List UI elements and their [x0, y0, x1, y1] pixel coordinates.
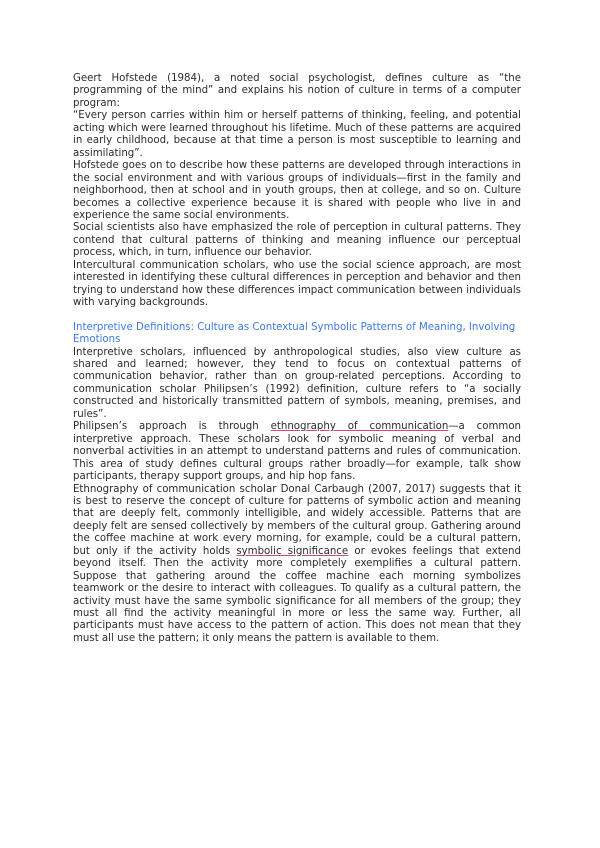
carbaugh-text-before: Ethnography of communication scholar Donal Carbaugh (2007, 2017) suggests that it is best to reserve the concept of culture for patterns of symbolic action and meaning that are deeply felt, commonly intelligible, and widely accessible. Patterns that are deeply felt are sensed collectively by members of the cultural group. Gathering around the coffee machine at work every morning, for example, could be a cultural pattern, but only if the activity holds: [73, 483, 521, 557]
section-gap: [73, 310, 521, 322]
paragraph-philipsen-approach: [73, 421, 521, 483]
paragraph-carbaugh: [73, 484, 521, 646]
paragraph-social-scientists: Social scientists also have emphasized the role of perception in cultural patterns. They contend that cultural patterns of thinking and meaning influence our perceptual process, which, in turn, influence our behavior.: [73, 222, 521, 259]
paragraph-hofstede-intro: Geert Hofstede (1984), a noted social psychologist, defines culture as “the programming of the mind” and explains his notion of culture in terms of a computer program:: [73, 73, 521, 109]
symbolic-significance-link[interactable]: symbolic significance: [236, 545, 349, 557]
paragraph-hofstede-patterns: Hofstede goes on to describe how these patterns are developed through interactions in the social environment and with various groups of individuals—first in the family and neighborhood, then at school and in youth groups, then at college, and so on. Culture becomes a collective experience because it is shared with people who live in and experience the same social environments.: [73, 160, 521, 221]
carbaugh-text-after: or evokes feelings that extend beyond itself. Then the activity more completely exemplifies a cultural pattern. Suppose that gathering around the coffee machine each morning symbolizes teamwork or the desire to interact with colleagues. To qualify as a cultural pattern, the activity must have the same symbolic significance for all members of the group; they must all find the activity meaningful in more or less the same way. Further, all participants must have access to the pattern of action. This does not mean that they must all use the pattern; it only means the pattern is available to them.: [73, 545, 521, 644]
paragraph-intercultural-scholars: Intercultural communication scholars, who use the social science approach, are most interested in identifying these cultural differences in perception and behavior and then trying to understand how these differences impact communication between individuals with varying backgrounds.: [73, 259, 521, 309]
philipsen-text-after: —a common interpretive approach. These scholars look for symbolic meaning of verbal and nonverbal activities in an attempt to understand patterns and rules of communication. This area of study defines cultural groups rather broadly—for example, talk show participants, therapy support groups, and hip hop fans.: [73, 421, 522, 483]
philipsen-text-before: Philipsen’s approach is through: [73, 421, 271, 433]
document-page: [73, 73, 521, 645]
section-heading: Interpretive Definitions: Culture as Contextual Symbolic Patterns of Meaning, Involving Emotions: [73, 321, 516, 346]
ethnography-of-communication-link[interactable]: ethnography of communication: [270, 421, 449, 433]
paragraph-interpretive-scholars: Interpretive scholars, influenced by anthropological studies, also view culture as shared and learned; however, they tend to focus on contextual patterns of communication behavior, rather than on group-related perceptions. According to communication scholar Philipsen’s (1992) definition, culture refers to “a socially constructed and historically transmitted pattern of symbols, meaning, premises, and rules”.: [73, 346, 521, 420]
paragraph-hofstede-quote: “Every person carries within him or herself patterns of thinking, feeling, and potential acting which were learned throughout his lifetime. Much of these patterns are acquired in early childhood, because at that time a person is most susceptible to learning and assimilating”.: [73, 110, 521, 159]
